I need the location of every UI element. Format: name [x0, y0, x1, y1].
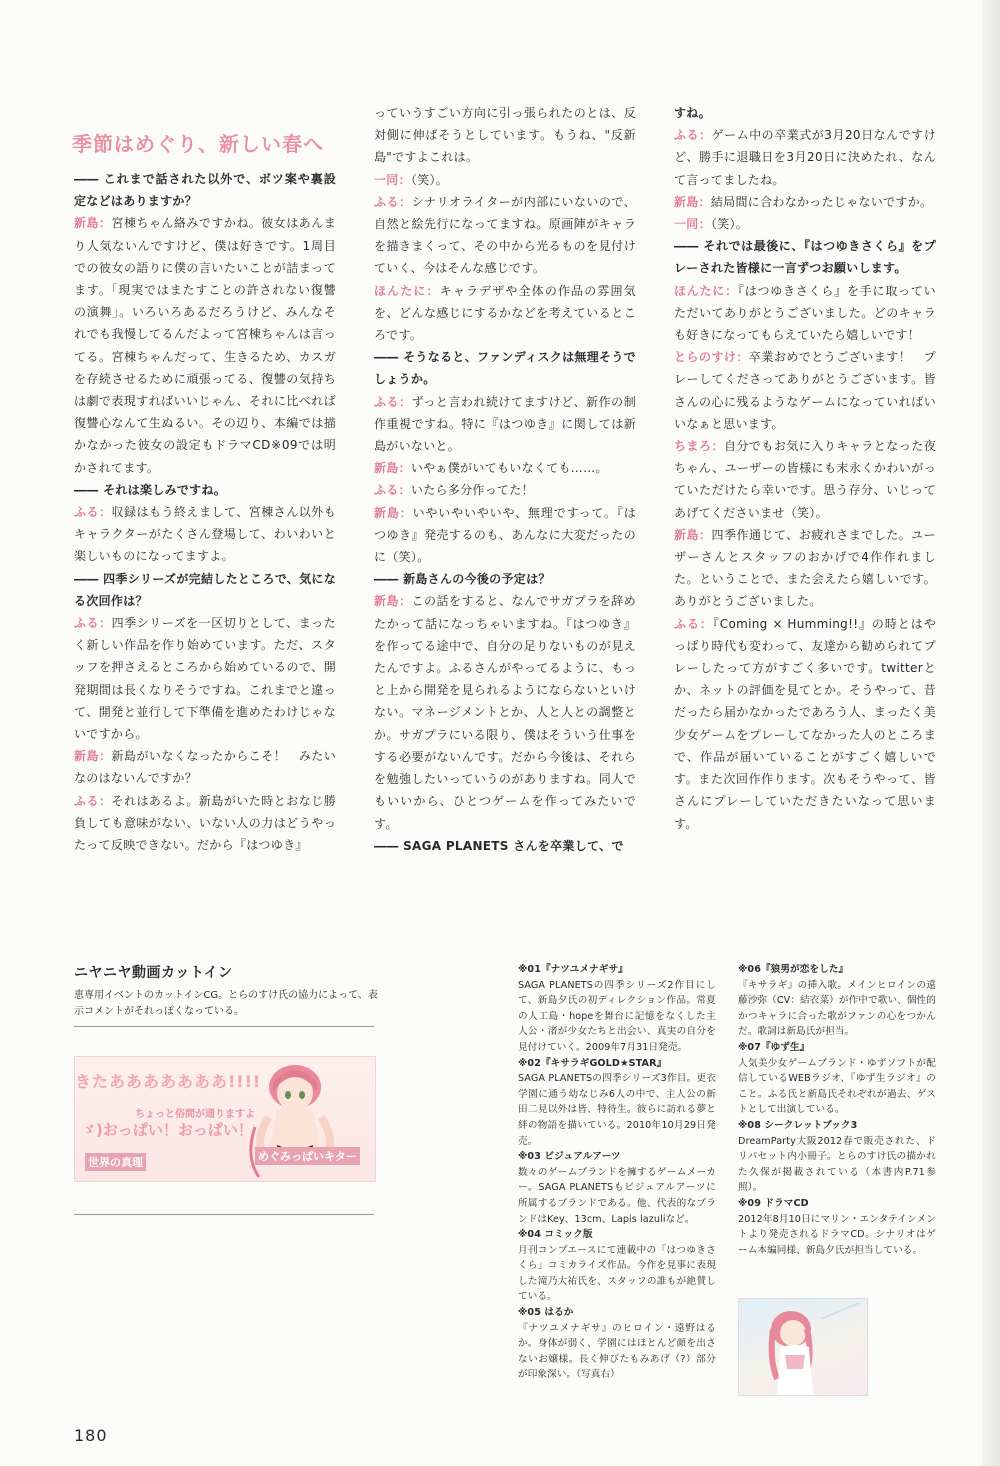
cutin-section-description: 恵専用イベントのカットインCG。とらのすけ氏の協力によって、表示コメントがそれっぽくなっている。 [74, 990, 378, 1017]
footnotes-right [738, 962, 936, 1258]
footnote-body: 2012年8月10日にマリン・エンタテインメントより発売されるドラマCD。シナリオはゲーム本編同様、新島夕氏が担当している。 [738, 1213, 936, 1256]
footnote-body: SAGA PLANETSの四季シリーズ2作目にして、新島夕氏の初ディレクション作品。常夏の人工島・hopeを舞台に記憶をなくした主人公・渚が少女たちと出会い、真実の自分を見付けていく。2009年7月31日発売。 [518, 979, 716, 1053]
paragraph-text: （笑）。 [710, 217, 749, 232]
interview-question [74, 479, 336, 501]
paragraph-text: （笑）。 [410, 172, 449, 187]
paragraph-text: 宮棟ちゃん絡みですかね。彼女はあんまり人気ないんですけど、僕は好きです。1周目での彼女の語りに僕の言いたいことが詰まってます。「現実ではまたすことの許されない復讐の演舞」。いろいろあるだろうけど、みんなそれでも我慢してるんだよって宮棟ちゃんは言ってる。宮棟ちゃんだって、生きるため、カスガを存続させるために頑張ってる、復讐の気持ちは劇で表現すればいいじゃん、それに比べれば復讐心なんて生ぬるい。その辺り、本編では描かなかった彼女の設定もドラマCD※09では明かされてます。 [74, 216, 337, 475]
page-number: 180 [74, 1426, 108, 1445]
speaker-label: 一同： [374, 172, 411, 187]
divider [74, 1026, 374, 1027]
interview-question [674, 235, 936, 279]
footnote-heading: ※02『キサラギGOLD★STAR』 [518, 1057, 667, 1069]
paragraph-text: 収録はもう終えまして、宮棟さん以外もキャラクターがたくさん登場して、わいわいと楽しいものになってますよ。 [74, 505, 336, 564]
footnote-body: DreamParty大阪2012春で販売された、ドリパセット内小冊子。とらのすけ氏の描かれた久保が掲載されている（本書内P.71参照）。 [738, 1135, 936, 1194]
cutin-section-title: ニヤニヤ動画カットイン [74, 965, 233, 981]
cutin-comment: 世界の真理 [85, 1153, 146, 1171]
interview-answer [374, 502, 636, 569]
paragraph-text: シナリオライターが内部にいないので、自然と絵先行になってますね。原画陣がキャラを描きまくって、その中から光るものを見付けていく、今はそんな感じです。 [374, 194, 636, 276]
paragraph-text: 『Coming × Humming!!』の時とはやっぱり時代も変わって、友達から勧められてプレーしたって方がすごく多いです。twitterとか、ネットの評価を見てとか。そうやって、昔だったら届かなかったであろう人、まったく美少女ゲームをプレーしてなかった人のところまで、作品が届いていることがすごく嬉しいです。また次回作作ります。次もそうやって、皆さんにプレーしていただきたいなって思います。 [674, 616, 936, 831]
cutin-comment: ゞ)おっぱい！おっぱい！ [81, 1121, 253, 1139]
paragraph-text: いやぁ僕がいてもいなくても……。 [410, 461, 608, 476]
interview-answer [674, 280, 936, 347]
cutin-comment: きたあああああああ!!!! [75, 1072, 262, 1091]
interview-answer [674, 524, 936, 613]
paragraph-text: この話をすると、なんでサガプラを辞めたかって話になっちゃいますね。『はつゆき』を作ってる途中で、自分の足りないものが見えたんですよ。ふるさんがやってるように、もっと上から開発を見られるようにならないといけない。マネージメントとか、人と人との調整とか。サガプラにいる限り、僕はそういう仕事をする必要がないんです。だから今後は、それらを勉強したいっていうのがありますね。同人でもいいから、ひとつゲームを作ってみたいです。 [374, 594, 636, 831]
interview-question [374, 835, 636, 857]
interview-answer [374, 457, 636, 479]
interview-answer [74, 612, 336, 745]
footnote-body: 『ナツユメナギサ』のヒロイン・遠野はるか。身体が弱く、学園にはほとんど顔を出さないお嬢様。長く伸びたもみあげ（?）部分が印象深い。（写真右） [518, 1322, 716, 1381]
speaker-label: 新島： [374, 594, 412, 609]
haruka-photo [738, 1298, 868, 1396]
footnote-body: 人気美少女ゲームブランド・ゆずソフトが配信しているWEBラジオ、『ゆず生ラジオ』のこと。ふる氏と新島氏それぞれが過去、ゲストとして出演している。 [738, 1057, 936, 1116]
speaker-label: ふる： [74, 505, 112, 520]
interview-column-1 [74, 168, 336, 856]
interview-column-3 [674, 102, 936, 835]
page-edge [982, 0, 1000, 1466]
interview-answer [374, 391, 636, 458]
speaker-label: ほんたに： [674, 283, 738, 298]
speaker-label: ほんたに： [374, 283, 440, 298]
speaker-label: ふる： [374, 394, 412, 409]
paragraph-text: それはあるよ。新島がいた時とおなじ勝負しても意味がない、いない人の力はどうやったって反映できない。だから『はつゆき』 [74, 793, 337, 853]
speaker-label: ちまろ： [674, 439, 724, 454]
speaker-label: とらのすけ： [674, 350, 749, 365]
interview-answer [374, 102, 636, 169]
speaker-label: 新島： [374, 505, 413, 520]
footnote-body: 月刊コンプエースにて連載中の「はつゆきさくら」コミカライズ作品。今作を見事に表現した滝乃大祐氏を、スタッフの誰もが絶賛している。 [518, 1244, 716, 1303]
paragraph-text: いたら多分作ってた！ [410, 483, 534, 498]
speaker-label: ふる： [674, 616, 713, 631]
paragraph-text: 四季作通じて、お疲れさまでした。ユーザーさんとスタッフのおかげで4作作れました。ということで、また会えたら嬉しいです。ありがとうございました。 [674, 527, 936, 609]
interview-question [674, 102, 936, 124]
speaker-label: 新島： [674, 194, 711, 209]
paragraph-text: 卒業おめでとうございます！ プレーしてくださってありがとうございます。皆さんの心に残るようなゲームになっていればいいなぁと思います。 [674, 350, 936, 431]
interview-answer [74, 745, 336, 789]
footnote-body: SAGA PLANETSの四季シリーズ3作目。更衣学園に通う幼なじみ6人の中で、主人公の新田二見以外は皆、特待生。彼らに訪れる夢と絆の物語を描いている。2010年10月29日発売。 [518, 1073, 716, 1147]
interview-answer [674, 346, 936, 435]
paragraph-text: っていうすごい方向に引っ張られたのとは、反対側に伸ばそうとしています。もうね、"反新島"ですよこれは。 [374, 106, 636, 165]
speaker-label: 新島： [74, 749, 112, 764]
footnote-body: 『キサラギ』の挿入歌。メインヒロインの遠藤沙弥（CV：結衣菜）が作中で歌い、個性的かつキャラに合った歌がファンの心をつかんだ。歌詞は新島氏が担当。 [738, 979, 936, 1038]
speaker-label: ふる： [74, 616, 112, 631]
paragraph-text: ずっと言われ続けてますけど、新作の制作重視ですね。特に『はつゆき』に関しては新島がいないと。 [374, 394, 636, 454]
article-heading: 季節はめぐり、新しい春へ [72, 132, 324, 156]
interview-column-2 [374, 102, 636, 857]
interview-answer [374, 479, 636, 501]
footnote-heading: ※08 シークレットブック3 [738, 1119, 858, 1131]
paragraph-text: ―― 四季シリーズが完結したところで、気になる次回作は？ [74, 571, 336, 608]
interview-answer [74, 501, 336, 568]
cutin-comment: ちょっと俗間が通りますよ [135, 1109, 255, 1120]
speaker-label: 新島： [674, 527, 712, 542]
interview-question [74, 168, 336, 212]
footnote-body: 数々のゲームブランドを擁するゲームメーカー。SAGA PLANETSもビジュアルアーツに所属するブランドである。他、代表的なブランドはKey、13cm、Lapis lazuliなど。 [518, 1166, 716, 1225]
interview-answer [74, 790, 336, 857]
interview-answer [374, 590, 636, 834]
interview-answer [674, 191, 936, 213]
interview-answer [674, 613, 936, 835]
paragraph-text: 四季シリーズを一区切りとして、まったく新しい作品を作り始めています。ただ、スタッフを押さえるところから始めているので、開発期間は長くなりそうですね。これまでと違って、開発と並行して下準備を進めたわけじゃないですから。 [74, 616, 337, 742]
paragraph-text: ―― これまで話された以外で、ボツ案や裏設定などはありますか？ [74, 172, 336, 209]
cutin-comment: めぐみっぱいキター [255, 1147, 360, 1165]
speaker-label: ふる： [674, 128, 712, 143]
interview-answer [674, 213, 936, 235]
paragraph-text: 結局間に合わなかったじゃないですか。 [710, 194, 933, 209]
footnote-heading: ※03 ビジュアルアーツ [518, 1151, 621, 1163]
divider [74, 1214, 374, 1215]
interview-answer [674, 435, 936, 524]
speaker-label: 新島： [74, 216, 112, 231]
footnote-heading: ※05 はるか [518, 1307, 574, 1319]
footnote-heading: ※09 ドラマCD [738, 1197, 809, 1209]
speaker-label: ふる： [374, 194, 412, 209]
speaker-label: ふる： [74, 793, 112, 808]
interview-question [374, 346, 636, 390]
paragraph-text: ゲーム中の卒業式が3月20日なんですけど、勝手に退職日を3月20日に決めたれ、なんて言ってましたね。 [674, 128, 936, 187]
interview-question [74, 568, 336, 612]
interview-answer [674, 124, 936, 191]
paragraph-text: キャラデザや全体の作品の雰囲気を、どんな感じにするかなどを考えているところです。 [374, 283, 636, 343]
haruka-illustration [739, 1299, 867, 1395]
footnote-heading: ※04 コミック版 [518, 1229, 593, 1241]
interview-answer [74, 212, 336, 478]
footnote-heading: ※01『ナツユメナギサ』 [518, 964, 628, 975]
footnote-heading: ※07『ゆず生』 [738, 1041, 810, 1053]
cutin-screenshot [74, 1056, 376, 1182]
paragraph-text: 新島がいなくなったからこそ！ みたいなのはないんですか？ [74, 749, 337, 786]
footnotes-left [518, 962, 716, 1383]
interview-answer [374, 280, 636, 347]
interview-question [374, 568, 636, 590]
speaker-label: 一同： [674, 217, 711, 232]
paragraph-text: 『はつゆきさくら』を手に取っていただいてありがとうございました。どのキャラも好きになってもらえていたら嬉しいです！ [674, 283, 936, 343]
footnote-heading: ※06『狼男が恋をした』 [738, 964, 849, 975]
speaker-label: 新島： [374, 461, 411, 476]
paragraph-text: ―― SAGA PLANETS さんを卒業して、で [374, 838, 624, 853]
speaker-label: ふる： [374, 483, 411, 498]
paragraph-text: ―― 新島さんの今後の予定は？ [374, 572, 551, 587]
interview-answer [374, 191, 636, 280]
paragraph-text: すね。 [674, 106, 711, 120]
paragraph-text: いやいやいやいや、無理ですって。『はつゆき』発売するのも、あんなに大変だったのに（笑）。 [374, 505, 637, 565]
interview-answer [374, 169, 636, 191]
paragraph-text: ―― そうなると、ファンディスクは無理そうでしょうか。 [374, 350, 636, 387]
paragraph-text: ―― それでは最後に、『はつゆきさくら』をプレーされた皆様に一言ずつお願いします。 [674, 239, 936, 276]
paragraph-text: 自分でもお気に入りキャラとなった夜ちゃん、ユーザーの皆様にも末永くかわいがっていただけたら幸いです。思う存分、いじってあげてくださいませ（笑）。 [674, 439, 937, 520]
paragraph-text: ―― それは楽しみですね。 [74, 482, 227, 497]
